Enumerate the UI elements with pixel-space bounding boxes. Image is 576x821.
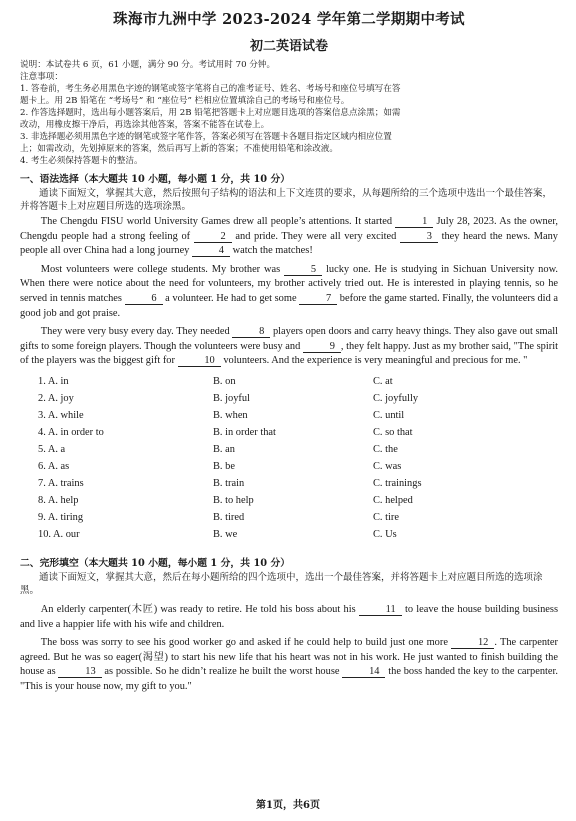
passage-2-paragraph-1 — [20, 603, 558, 632]
note-line: 注意事项： — [20, 72, 63, 82]
exam-title: 珠海市九洲中学 2023-2024 学年第二学期期中考试 — [113, 11, 465, 28]
text-run: before the game started. Finally, the volunteers did a good job and got praise. — [20, 292, 558, 319]
blank-10: 10 — [178, 355, 221, 367]
option-a — [20, 444, 213, 455]
note-line: 改动，用橡皮擦干净后，再选涂其他答案，答案不能答在试卷上。 — [20, 120, 270, 130]
question-number: 9. — [38, 511, 46, 523]
option-a — [20, 512, 213, 523]
blank-5: 5 — [284, 264, 322, 276]
option-c: C. at — [373, 375, 393, 387]
option-b: B. tired — [213, 511, 245, 523]
option-b: B. on — [213, 375, 236, 387]
question-number: 7. — [38, 477, 46, 489]
question-number: 10. — [38, 528, 51, 540]
option-c: C. so that — [373, 426, 413, 438]
text-run: lucky one. He is studying in Sichuan University now. When there were notice about the need for volunteers, my brother actively tried out. He is interested in playing tennis, so he served in tennis matches — [20, 263, 558, 304]
page-footer: 第1页，共6页 — [256, 800, 320, 811]
section-1-instruction: 通读下面短文，掌握其大意，然后按照句子结构的语法和上下文连贯的要求，从每题所给的三个选项中选出一个最佳答案，并将答题卡上对应题目所选的选项涂黑。 — [20, 188, 553, 212]
option-c: C. until — [373, 409, 405, 421]
blank-12: 12 — [451, 637, 494, 649]
option-c: C. was — [373, 460, 402, 472]
exam-notes — [20, 59, 558, 167]
text-run: and pride. They were all very excited — [231, 230, 400, 242]
option-b: B. in order that — [213, 426, 276, 438]
passage-2-paragraph-2 — [20, 636, 558, 694]
option-c: C. joyfully — [373, 392, 419, 404]
option-a — [20, 393, 213, 404]
option-b: B. we — [213, 528, 238, 540]
note-line: 3. 非选择题必须用黑色字迹的钢笔或签字笔作答，答案必须写在答题卡各题目指定区域内相应位置 — [20, 132, 392, 142]
blank-14: 14 — [342, 666, 385, 678]
passage-1-paragraph-3 — [20, 325, 558, 369]
question-number: 2. — [38, 392, 46, 404]
text-run: July 28, 2023. As the owner, Chengdu people had a strong feeling of — [20, 216, 559, 242]
blank-13: 13 — [58, 666, 101, 678]
text-run: An elderly carpenter(木匠) was ready to retire. He told his boss about his — [40, 603, 359, 615]
option-a-text: A. in — [47, 375, 69, 387]
option-a-text: A. as — [47, 460, 70, 472]
question-number: 1. — [38, 375, 46, 387]
passage-1-paragraph-2 — [20, 263, 558, 321]
question-number: 4. — [38, 426, 46, 438]
option-a — [20, 495, 213, 506]
text-run: players open doors and carry heavy things. They also gave out small gifts to some foreign players. Though the volunteers were busy and — [20, 326, 559, 352]
text-run: They were very busy every day. They needed — [40, 326, 233, 338]
option-a — [20, 461, 213, 472]
option-a-text: A. while — [47, 409, 84, 421]
text-run: to leave the house building business and live a happier life with his wife and children. — [20, 603, 558, 630]
option-row — [20, 424, 558, 441]
section-2-instruction: 通读下面短文，掌握其大意，然后在每小题所给的四个选项中，选出一个最佳答案，并将答题卡上对应题目所选的选项涂黑。 — [20, 571, 543, 596]
option-a-text: A. tiring — [47, 511, 84, 523]
question-number: 5. — [38, 443, 46, 455]
option-b: B. to help — [213, 494, 254, 506]
option-a-text: A. joy — [47, 392, 74, 404]
options-table — [20, 373, 558, 543]
option-row — [20, 407, 558, 424]
option-b: B. an — [213, 443, 235, 455]
passage-1-paragraph-1 — [20, 215, 558, 259]
option-b: B. train — [213, 477, 245, 489]
option-row — [20, 475, 558, 492]
text-run: The boss was sorry to see his good worker go and asked if he could help to build just one more — [40, 637, 452, 649]
option-row — [20, 509, 558, 526]
option-a-text: A. trains — [47, 477, 84, 489]
text-run: , they felt happy. Just as my brother said, "The spirit of the players was the biggest gift for — [20, 340, 558, 367]
option-c: C. Us — [373, 528, 397, 540]
text-run: as possible. So he didn’t realize he built the worst house — [101, 666, 343, 678]
text-run: . The carpenter agreed. But he was so eager(渴望) to start his new life that his heart was not in his work. He just wanted to finish building the house as — [20, 637, 559, 678]
note-line: 说明：本试卷共 6 页，61 小题，满分 90 分。考试用时 70 分钟。 — [20, 60, 276, 70]
option-row — [20, 441, 558, 458]
option-a-text: A. our — [53, 528, 80, 540]
note-line: 1. 答卷前，考生务必用黑色字迹的钢笔或签字笔将自己的准考证号、姓名、考场号和座位号填写在答 — [20, 84, 401, 94]
option-b: B. be — [213, 460, 235, 472]
option-a — [20, 427, 213, 438]
text-run: watch the matches! — [229, 245, 313, 257]
blank-1: 1 — [395, 216, 433, 228]
option-row — [20, 373, 558, 390]
option-b: B. when — [213, 409, 248, 421]
question-number: 8. — [38, 494, 46, 506]
text-run: volunteers. And the experience is very meaningful and precious for me. " — [220, 355, 528, 367]
option-a — [20, 410, 213, 421]
option-a-text: A. a — [47, 443, 66, 455]
blank-7: 7 — [299, 293, 337, 305]
option-b: B. joyful — [213, 392, 250, 404]
option-c: C. helped — [373, 494, 413, 506]
option-a — [20, 376, 213, 387]
text-run: The Chengdu FISU world University Games drew all people’s attentions. It started — [40, 216, 396, 227]
option-c: C. tire — [373, 511, 399, 523]
text-run: a volunteer. He had to get some — [162, 292, 300, 304]
exam-subtitle: 初二英语试卷 — [249, 39, 328, 54]
option-a-text: A. in order to — [47, 426, 104, 438]
text-run: Most volunteers were college students. My brother was — [40, 263, 285, 275]
note-line: 2. 作答选择题时，选出每小题答案后，用 2B 铅笔把答题卡上对应题目选项的答案信息点涂黑；如需 — [20, 108, 401, 118]
section-2-heading: 二、完形填空（本大题共 10 小题，每小题 1 分，共 10 分） — [20, 557, 291, 569]
option-c: C. trainings — [373, 477, 422, 489]
note-line: 上；如需改动，先划掉原来的答案，然后再写上新的答案；不准使用铅笔和涂改液。 — [20, 144, 338, 154]
blank-2: 2 — [194, 231, 232, 243]
option-a — [20, 478, 213, 489]
blank-8: 8 — [232, 326, 270, 338]
question-number: 6. — [38, 460, 46, 472]
blank-4: 4 — [192, 245, 230, 257]
option-row — [20, 526, 558, 543]
note-line: 4. 考生必须保持答题卡的整洁。 — [20, 156, 143, 166]
question-number: 3. — [38, 409, 46, 421]
text-run: the boss handed the key to the carpenter. "This is your house now, my gift to you." — [20, 666, 558, 692]
section-1-heading: 一、语法选择（本大题共 10 小题，每小题 1 分，共 10 分） — [20, 174, 291, 185]
blank-9: 9 — [303, 341, 341, 353]
text-run: they heard the news. Many people all over China had a long journey — [20, 230, 558, 257]
blank-3: 3 — [400, 231, 438, 243]
option-c: C. the — [373, 443, 398, 455]
option-row — [20, 390, 558, 407]
blank-11: 11 — [359, 604, 402, 616]
blank-6: 6 — [125, 293, 163, 305]
option-a-text: A. help — [47, 494, 79, 506]
option-a — [20, 529, 213, 540]
option-row — [20, 492, 558, 509]
note-line: 题卡上。用 2B 铅笔在 “考场号” 和 “座位号” 栏相应位置填涂自己的考场号和座位号。 — [20, 96, 350, 106]
option-row — [20, 458, 558, 475]
